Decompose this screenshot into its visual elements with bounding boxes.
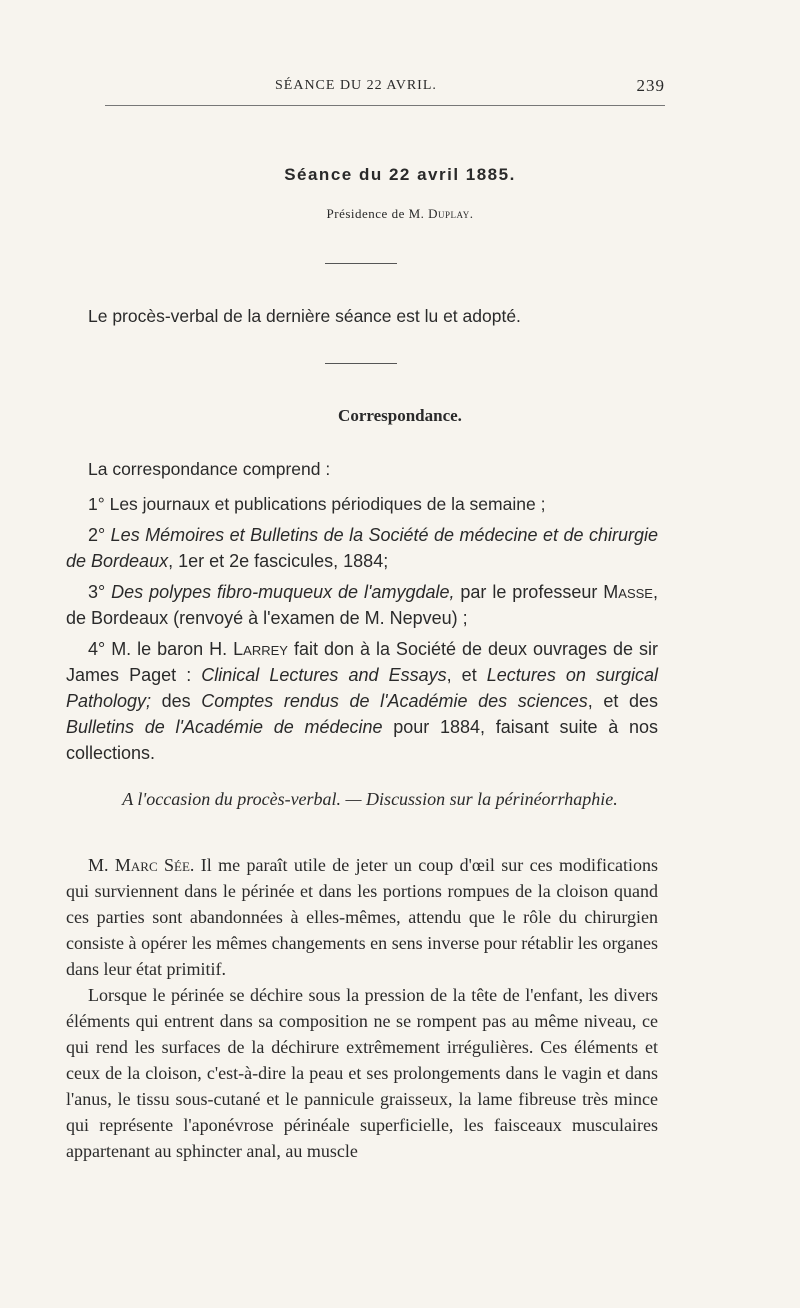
discussion-body: [66, 852, 658, 1164]
item-4-title-4: Bulletins de l'Académie de médecine: [66, 717, 383, 737]
paragraph-1-text: . Il me paraît utile de jeter un coup d'œil sur ces modifications qui surviennent dans le périnée et dans les portions rompues de la cloison quand ces parties sont abandonnées à elles-mêmes, attendu que le rôle du chirurgien consiste à opérer les mêmes changements en sens inverse pour rétablir les organes dans leur état primitif.: [66, 855, 658, 979]
correspondance-item-2: [66, 522, 658, 574]
item-2-title: Les Mémoires et Bulletins de la Société de médecine et de chirurgie de Bordeaux: [66, 525, 658, 571]
session-title: Séance du 22 avril 1885.: [284, 165, 516, 184]
item-2-rest: , 1er et 2e fascicules, 1884;: [168, 551, 389, 571]
item-3-number: 3°: [88, 582, 112, 602]
item-4-d: des: [151, 691, 202, 711]
item-2-number: 2°: [88, 525, 111, 545]
minutes-paragraph: Le procès-verbal de la dernière séance est lu et adopté.: [88, 306, 521, 326]
correspondance-intro: La correspondance comprend :: [88, 459, 331, 479]
correspondance-body: [66, 456, 658, 766]
item-4-a: 4° M. le baron H.: [88, 639, 234, 659]
page-number: 239: [636, 76, 665, 95]
item-4-title-3: Comptes rendus de l'Académie des sciences: [201, 691, 588, 711]
header-rule: [105, 105, 665, 106]
correspondance-item-3: [66, 579, 658, 631]
item-4-c: , et: [446, 665, 487, 685]
running-title: SÉANCE DU 22 AVRIL.: [275, 78, 437, 93]
discussion-paragraph-2: Lorsque le périnée se déchire sous la pression de la tête de l'enfant, les divers éléments qui entrent dans sa composition ne se rompent pas au même niveau, ce qui rend les surfaces de la déchirure extrêmement irrégulières. Ces éléments et ceux de la cloison, c'est-à-dire la peau et ses prolongements dans le vagin et dans l'anus, le tissu sous-cutané et le pannicule graisseux, la lame fibreuse très mince qui représente l'aponévrose périnéale superficielle, les faisceaux musculaires appartenant au sphincter anal, au muscle: [66, 985, 658, 1161]
correspondance-item-1: 1° Les journaux et publications périodiques de la semaine ;: [88, 494, 546, 514]
item-4-b: fait don à la Société de deux ouvrages de sir James Paget :: [66, 639, 658, 685]
discussion-paragraph-1: [66, 852, 658, 982]
item-4-title-2: Lectures on surgical Pathology;: [66, 665, 659, 711]
discussion-heading: A l'occasion du procès-verbal. — Discussion sur la périnéorrhaphie.: [122, 789, 618, 809]
item-4-title-1: Clinical Lectures and Essays: [201, 665, 447, 685]
item-3-rest: , de Bordeaux (renvoyé à l'examen de M. Nepveu) ;: [66, 582, 658, 628]
presidence-prefix: Présidence de M.: [326, 206, 429, 221]
item-4-name: Larrey: [233, 639, 288, 659]
item-3-title: Des polypes fibro-muqueux de l'amygdale,: [111, 582, 455, 602]
running-head: [105, 78, 665, 102]
item-4-f: pour 1884, faisant suite à nos collections.: [66, 717, 658, 763]
correspondance-heading: Correspondance.: [338, 406, 462, 425]
presidence-suffix: .: [469, 206, 474, 221]
item-4-e: , et des: [587, 691, 658, 711]
item-3-mid: par le professeur: [454, 582, 604, 602]
presidence-line: [70, 206, 730, 222]
separator-rule: [325, 263, 397, 264]
speaker-name: M. Marc Sée: [88, 855, 190, 875]
correspondance-item-4: [66, 636, 658, 766]
separator-rule: [325, 363, 397, 364]
item-3-name: Masse: [603, 582, 653, 602]
presidence-name: Duplay: [428, 206, 470, 221]
